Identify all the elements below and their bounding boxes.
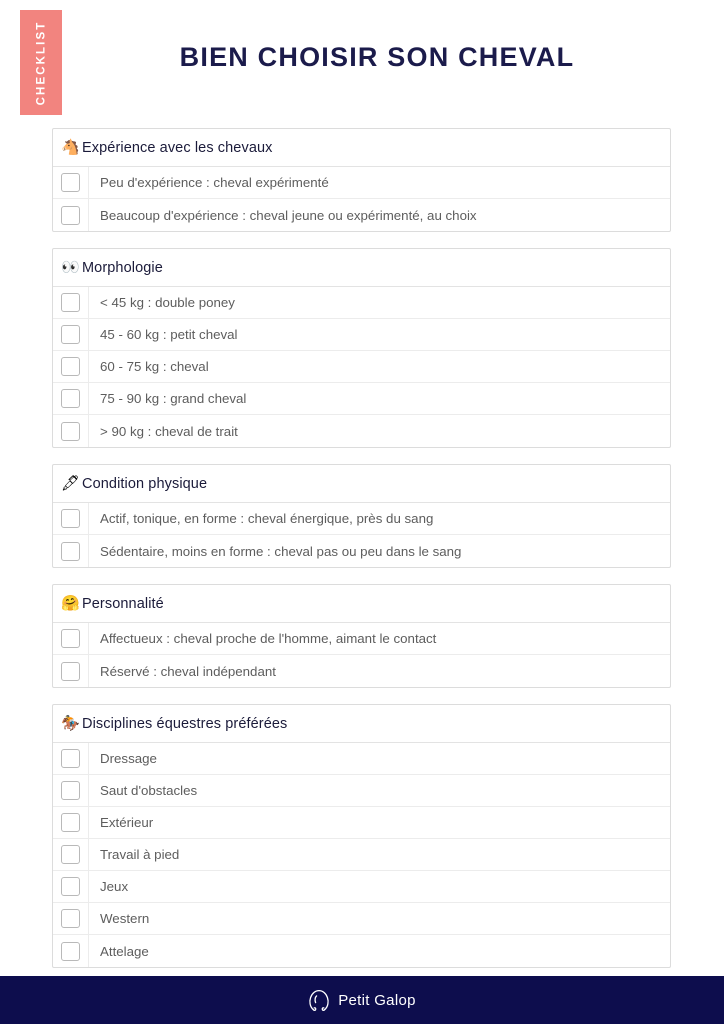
card-header [53, 249, 670, 287]
horseshoe-icon [308, 988, 330, 1012]
eyes-icon: 👀 [61, 259, 80, 276]
card-title: Disciplines équestres préférées [82, 715, 288, 732]
card-header [53, 585, 670, 623]
checklist-row-label: Réservé : cheval indépendant [100, 663, 276, 679]
checklist-tab-label: CHECKLIST [35, 20, 47, 105]
card-rows [53, 623, 670, 687]
checklist-row[interactable] [53, 903, 670, 935]
checkbox-cell[interactable] [53, 655, 89, 687]
card-title: Morphologie [82, 259, 163, 276]
checklist-card [52, 704, 671, 968]
checklist-row-label: Attelage [100, 943, 149, 959]
checklist-row-label: 75 - 90 kg : grand cheval [100, 391, 247, 406]
checkbox[interactable] [61, 542, 80, 561]
checklist-row-label: Dressage [100, 751, 157, 766]
checkbox-cell[interactable] [53, 935, 89, 967]
card-title: Condition physique [82, 475, 208, 492]
checkbox-cell[interactable] [53, 199, 89, 231]
checklist-row-label: > 90 kg : cheval de trait [100, 423, 238, 439]
checklist-card [52, 248, 671, 448]
checklist-row-label: < 45 kg : double poney [100, 295, 235, 310]
checklist-row[interactable] [53, 807, 670, 839]
checklist-row[interactable] [53, 319, 670, 351]
checklist-row-label: Actif, tonique, en forme : cheval énergique, près du sang [100, 511, 434, 526]
checkbox-cell[interactable] [53, 807, 89, 838]
page-footer [0, 976, 724, 1024]
checklist-row[interactable] [53, 775, 670, 807]
checkbox[interactable] [61, 422, 80, 441]
checklist-row[interactable] [53, 839, 670, 871]
hugging-face-icon: 🤗 [61, 595, 80, 612]
card-header [53, 465, 670, 503]
brand [308, 988, 416, 1012]
page-header [0, 0, 724, 128]
checklist-row[interactable] [53, 743, 670, 775]
checkbox[interactable] [61, 942, 80, 961]
checkbox-cell[interactable] [53, 319, 89, 350]
checkbox[interactable] [61, 206, 80, 225]
card-rows [53, 287, 670, 447]
checklist-row-label: Saut d'obstacles [100, 783, 198, 798]
checklist-row[interactable] [53, 535, 670, 567]
checklist-row[interactable] [53, 199, 670, 231]
checklist-row-label: Extérieur [100, 815, 154, 830]
checklist-row[interactable] [53, 935, 670, 967]
checklist-row-label: 60 - 75 kg : cheval [100, 359, 209, 374]
checkbox-cell[interactable] [53, 775, 89, 806]
checklist-card [52, 584, 671, 688]
checkbox-cell[interactable] [53, 415, 89, 447]
checklist-row[interactable] [53, 623, 670, 655]
checkbox-cell[interactable] [53, 503, 89, 534]
brand-name: Petit Galop [338, 991, 416, 1009]
checklist-row-label: Sédentaire, moins en forme : cheval pas ou peu dans le sang [100, 543, 462, 559]
checklist-row-label: Travail à pied [100, 847, 180, 862]
checkbox[interactable] [61, 509, 80, 528]
page-title: BIEN CHOISIR SON CHEVAL [179, 42, 575, 72]
checkbox-cell[interactable] [53, 287, 89, 318]
checklist-row[interactable] [53, 287, 670, 319]
card-title: Expérience avec les chevaux [82, 139, 273, 156]
checkbox-cell[interactable] [53, 535, 89, 567]
checkbox[interactable] [61, 662, 80, 681]
checkbox-cell[interactable] [53, 903, 89, 934]
checkbox-cell[interactable] [53, 351, 89, 382]
checkbox-cell[interactable] [53, 623, 89, 654]
checkbox[interactable] [61, 389, 80, 408]
checkbox[interactable] [61, 813, 80, 832]
checkbox-cell[interactable] [53, 839, 89, 870]
card-rows [53, 503, 670, 567]
checklist-row[interactable] [53, 503, 670, 535]
card-rows [53, 167, 670, 231]
checklist-sections [52, 128, 671, 984]
checklist-row[interactable] [53, 655, 670, 687]
card-header [53, 129, 670, 167]
card-rows [53, 743, 670, 967]
checklist-row-label: Affectueux : cheval proche de l'homme, aimant le contact [100, 631, 437, 646]
checklist-row[interactable] [53, 383, 670, 415]
checklist-row-label: 45 - 60 kg : petit cheval [100, 327, 238, 342]
checkbox-cell[interactable] [53, 383, 89, 414]
checkbox[interactable] [61, 173, 80, 192]
checklist-row[interactable] [53, 415, 670, 447]
card-title: Personnalité [82, 595, 164, 612]
checkbox[interactable] [61, 909, 80, 928]
checklist-row[interactable] [53, 871, 670, 903]
horse-racing-icon: 🏇 [61, 715, 80, 732]
checkbox[interactable] [61, 293, 80, 312]
fountain-pen-icon: 🖋 [61, 475, 81, 492]
checklist-row[interactable] [53, 167, 670, 199]
checklist-card [52, 128, 671, 232]
checklist-row-label: Western [100, 911, 150, 926]
checklist-row-label: Peu d'expérience : cheval expérimenté [100, 175, 329, 190]
checkbox-cell[interactable] [53, 871, 89, 902]
checkbox[interactable] [61, 749, 80, 768]
checkbox[interactable] [61, 877, 80, 896]
checklist-row[interactable] [53, 351, 670, 383]
checkbox[interactable] [61, 781, 80, 800]
checklist-card [52, 464, 671, 568]
checkbox[interactable] [61, 845, 80, 864]
card-header [53, 705, 670, 743]
checklist-row-label: Beaucoup d'expérience : cheval jeune ou expérimenté, au choix [100, 207, 477, 223]
checkbox[interactable] [61, 357, 80, 376]
horse-face-icon: 🐴 [61, 139, 80, 156]
checkbox-cell[interactable] [53, 167, 89, 198]
checkbox[interactable] [61, 325, 80, 344]
checkbox[interactable] [61, 629, 80, 648]
checklist-row-label: Jeux [100, 879, 129, 894]
checkbox-cell[interactable] [53, 743, 89, 774]
